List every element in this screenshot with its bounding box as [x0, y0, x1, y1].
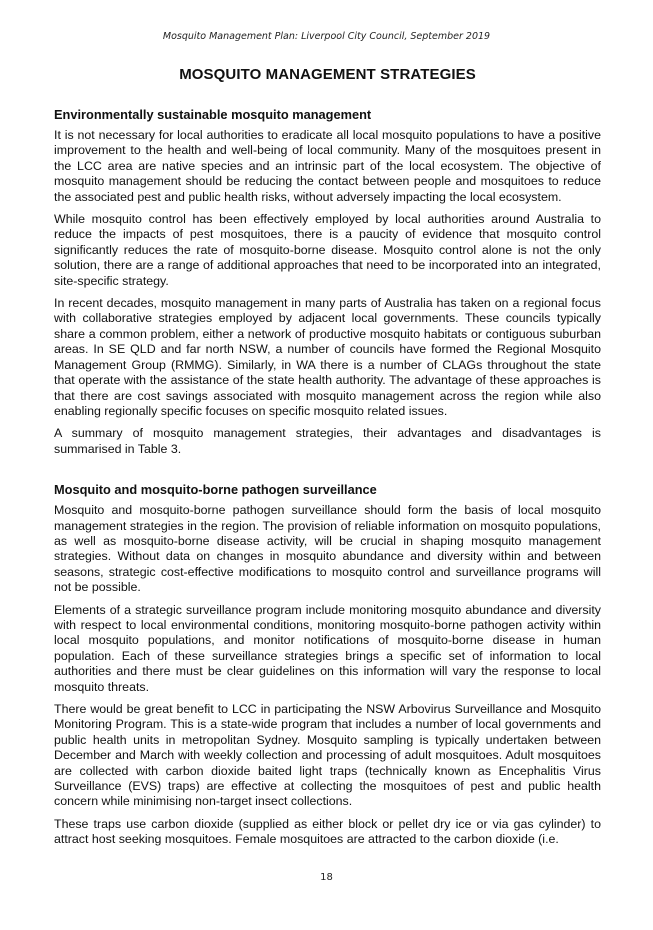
paragraph: These traps use carbon dioxide (supplied as either block or pellet dry ice or via gas cylinder) to attract host seeking mosquitoes. Female mosquitoes are attracted to the carbon dioxide (i.e. [54, 816, 601, 847]
document-body [54, 66, 601, 855]
section-heading: Environmentally sustainable mosquito management [54, 107, 372, 122]
page-title: MOSQUITO MANAGEMENT STRATEGIES [179, 66, 476, 83]
running-header: Mosquito Management Plan: Liverpool City Council, September 2019 [162, 31, 491, 42]
paragraph: There would be great benefit to LCC in participating the NSW Arbovirus Surveillance and Mosquito Monitoring Program. This is a state-wide program that includes a number of local governments and public health units in metropolitan Sydney. Mosquito sampling is typically undertaken between December and March with weekly collection and processing of adult mosquitoes. Adult mosquitoes are collected with carbon dioxide baited light traps (technically known as Encephalitis Virus Surveillance (EVS) traps) are effective at collecting the mosquitoes of pest and public health concern while minimising non-target insect collections. [54, 702, 601, 809]
section-heading: Mosquito and mosquito-borne pathogen surveillance [54, 482, 377, 498]
section-spacer [54, 464, 601, 482]
paragraph: While mosquito control has been effectively employed by local authorities around Australia to reduce the impacts of pest mosquitoes, there is a paucity of evidence that mosquito control significantly reduces the rate of mosquito-borne disease. Mosquito control alone is not the only solution, there are a range of additional approaches that need to be incorporated into an integrated, site-specific strategy. [54, 212, 601, 288]
paragraph: A summary of mosquito management strategies, their advantages and disadvantages is summarised in Table 3. [54, 426, 601, 456]
section-surveillance [54, 482, 601, 848]
section-environmental-management [54, 107, 601, 457]
page-number: 18 [320, 872, 333, 883]
paragraph: Mosquito and mosquito-borne pathogen surveillance should form the basis of local mosquito management strategies in the region. The provision of reliable information on mosquito populations, as well as mosquito-borne disease activity, will be crucial in shaping mosquito management strategies. Without data on changes in mosquito abundance and diversity within and between seasons, strategic cost-effective modifications to mosquito control and surveillance programs will not be possible. [54, 503, 601, 595]
paragraph: Elements of a strategic surveillance program include monitoring mosquito abundance and diversity with respect to local environmental conditions, monitoring mosquito-borne pathogen activity within local mosquito populations, and monitor notifications of mosquito-borne disease in human population. Each of these surveillance strategies brings a specific set of information to local authorities and there must be clear guidelines on this information will vary the response to local mosquito threats. [54, 602, 601, 694]
paragraph: In recent decades, mosquito management in many parts of Australia has taken on a regional focus with collaborative strategies employed by adjacent local governments. These councils typically share a common problem, either a network of productive mosquito habitats or contiguous suburban areas. In SE QLD and far north NSW, a number of councils have formed the Regional Mosquito Management Group (RMMG). Similarly, in WA there is a number of CLAGs throughout the state that operate with the assistance of the state health authority. The advantage of these approaches is that there are cost savings associated with mosquito management across the region while also enabling regionally specific focuses on specific mosquito related issues. [54, 296, 601, 418]
paragraph: It is not necessary for local authorities to eradicate all local mosquito populations to have a positive improvement to the health and well-being of local community. Many of the mosquitoes present in the LCC area are native species and an intrinsic part of the local ecosystem. The objective of mosquito management should be reducing the contact between people and mosquitoes to reduce the associated pest and public health risks, without adversely impacting the local ecosystem. [54, 128, 601, 204]
